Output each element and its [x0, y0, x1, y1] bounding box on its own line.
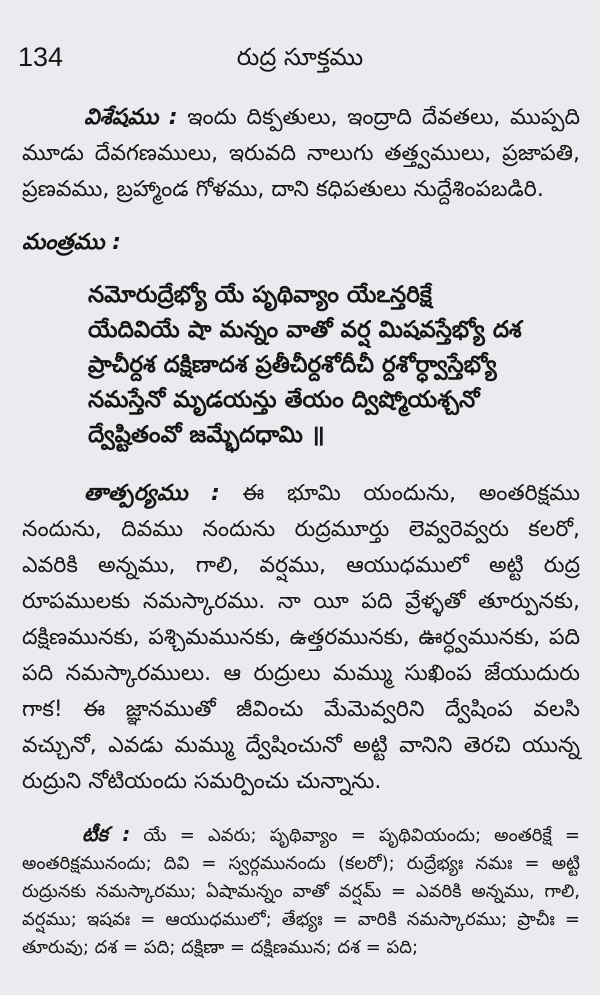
running-title: రుద్ర సూక్తము [236, 43, 364, 71]
tika-paragraph [22, 820, 580, 962]
visheshamu-text: ఇందు దిక్పతులు, ఇంద్రాది దేవతలు, ముప్పది మూడు దేవగణములు, ఇరువది నాలుగు తత్త్వములు, ప్రజాపతి, ప్రణవము, బ్రహ్మాండ గోళము, దాని కధిపతులు నుద్దేశింపబడిరి. [22, 105, 581, 202]
verse-line: ప్రాచీర్దశ దక్షిణాదశ ప్రతీచీర్దశోదీచీ ర్దశోర్ధ్వాస్తేభ్యో [88, 352, 497, 378]
tatparyamu-text: ఈ భూమి యందును, అంతరిక్షము నందును, దివము నందును రుద్రమూర్తు లెవ్వరెవ్వరు కలరో, ఎవరికి అన్నము, గాలి, వర్షము, ఆయుధములో అట్టి రుద్ర రూపములకు నమస్కారము. నా యీ పది వ్రేళ్ళతో తూర్పునకు, దక్షిణమునకు, పశ్చిమమునకు, ఉత్తరమునకు, ఊర్ధ్వమునకు, పది పది నమస్కారములు. ఆ రుద్రులు మమ్ము సుఖింప జేయుదురు గాక! ఈ జ్ఞానముతో జీవించు మేమెవ్వరిని ద్వేషింప వలసి వచ్చునో, ఎవడు మమ్ము ద్వేషించునో అట్టి వానిని తెరచి యున్న రుద్రుని నోటియందు సమర్పించు చున్నాను. [22, 481, 580, 794]
verse-line: నమోరుద్రేభ్యో యే పృథివ్యాం యేఽన్తరిక్షే [88, 282, 432, 308]
verse-line: నమస్తేనో మృడయన్తు తేయం ద్విష్మోయశ్చనో [88, 387, 480, 413]
verse-line: యేదివియే షా మన్నం వాతో వర్ష మిషవస్తేభ్యో దశ [88, 317, 522, 343]
visheshamu-paragraph [22, 100, 580, 208]
tika-label: టీక : [82, 822, 131, 846]
mantra-verse [88, 278, 522, 453]
page-header [0, 40, 600, 80]
mantramu-label: మంత్రము : [22, 230, 121, 255]
visheshamu-label: విశేషము : [84, 105, 178, 130]
tatparyamu-label: తాత్పర్యము : [84, 481, 220, 506]
page-number: 134 [18, 42, 64, 72]
verse-line: ద్వేష్టితంవో జమ్భేదధామి ॥ [88, 422, 325, 448]
tika-text: యే = ఎవరు; పృథివ్యాం = పృథివియందు; అంతరిక్షే = అంతరిక్షమునందు; దివి = స్వర్గమునందు (కలరో); రుద్రేభ్యః నమః = అట్టి రుద్రునకు నమస్కారము; ఏషామన్నం వాతో వర్షమ్ = ఎవరికి అన్నము, గాలి, వర్షము; ఇషవః = ఆయుధములో; తేభ్యః = వారికి నమస్కారము; ప్రాచీః = తూరువు; దశ = పది; దక్షిణా = దక్షిణమున; దశ = పది; [22, 825, 581, 958]
tatparyamu-paragraph [22, 476, 580, 800]
